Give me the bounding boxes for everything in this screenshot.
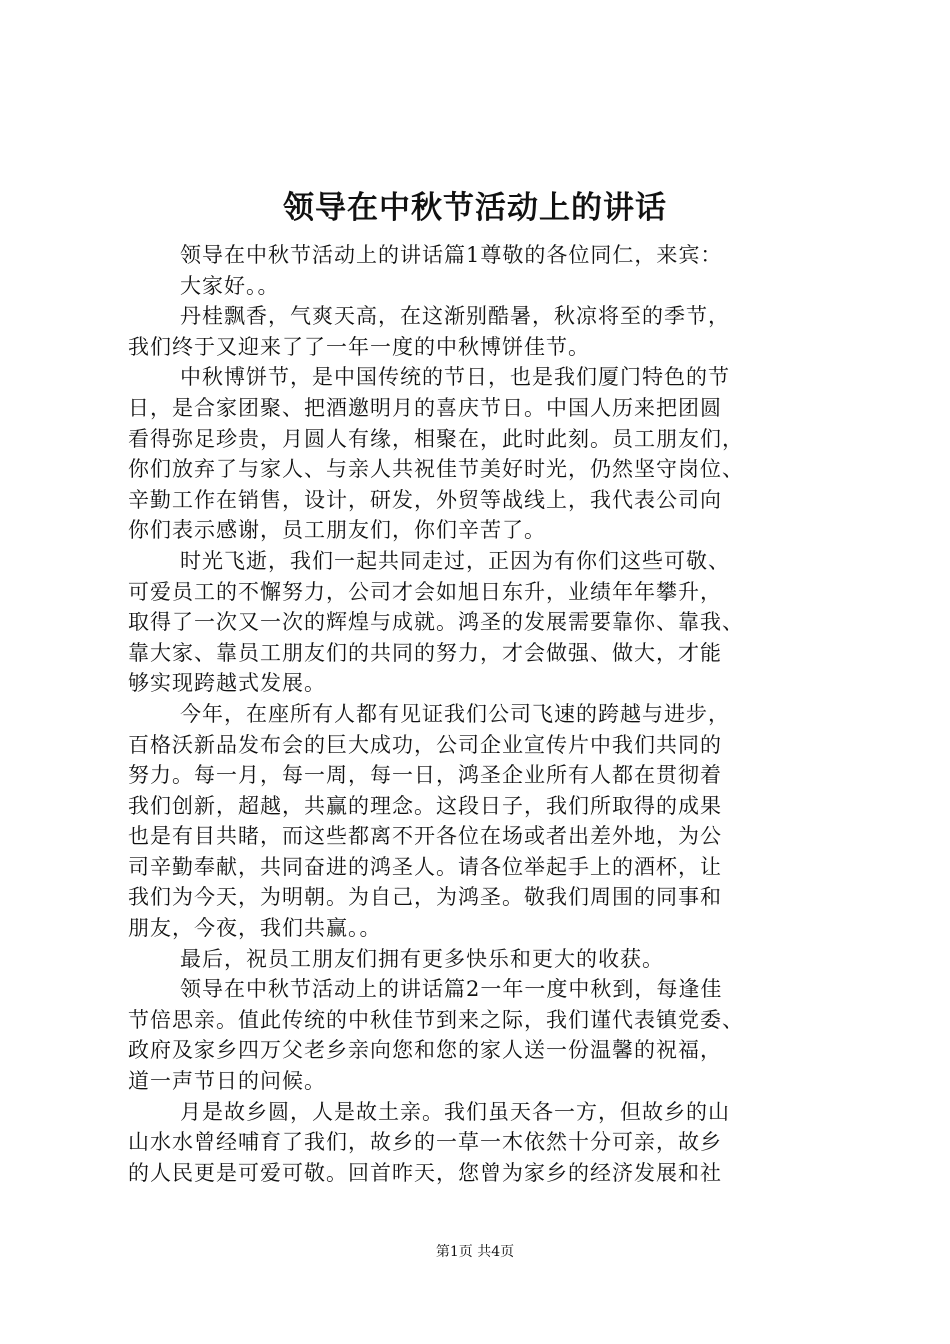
body-line: 我们为今天，为明朝。为自己，为鸿圣。敬我们周围的同事和 <box>128 885 722 910</box>
body-line: 取得了一次又一次的辉煌与成就。鸿圣的发展需要靠你、靠我、 <box>128 610 744 635</box>
body-line: 丹桂飘香，气爽天高，在这渐别酷暑，秋凉将至的季节， <box>180 304 730 329</box>
body-line: 朋友，今夜，我们共赢。。 <box>128 916 382 941</box>
body-line: 山水水曾经哺育了我们，故乡的一草一木依然十分可亲，故乡 <box>128 1130 722 1155</box>
body-line: 日，是合家团聚、把酒邀明月的喜庆节日。中国人历来把团圆 <box>128 395 722 420</box>
body-line: 你们放弃了与家人、与亲人共祝佳节美好时光，仍然坚守岗位、 <box>128 457 744 482</box>
body-line: 我们创新，超越，共赢的理念。这段日子，我们所取得的成果 <box>128 793 722 818</box>
body-line: 可爱员工的不懈努力，公司才会如旭日东升，业绩年年攀升， <box>128 579 722 604</box>
body-line: 靠大家、靠员工朋友们的共同的努力，才会做强、做大，才能 <box>128 640 722 665</box>
body-line: 今年，在座所有人都有见证我们公司飞速的跨越与进步， <box>180 701 730 726</box>
body-line: 时光飞逝，我们一起共同走过，正因为有你们这些可敬、 <box>180 548 730 573</box>
body-line: 司辛勤奉献，共同奋进的鸿圣人。请各位举起手上的酒杯，让 <box>128 854 722 879</box>
page-footer: 第1页 共4页 <box>435 1244 515 1260</box>
body-line: 政府及家乡四万父老乡亲向您和您的家人送一份温馨的祝福， <box>128 1038 722 1063</box>
body-line: 我们终于又迎来了了一年一度的中秋博饼佳节。 <box>128 334 590 359</box>
body-line: 大家好。。 <box>180 273 280 298</box>
body-line: 领导在中秋节活动上的讲话篇2一年一度中秋到，每逢佳 <box>180 977 723 1002</box>
body-line: 百格沃新品发布会的巨大成功，公司企业宣传片中我们共同的 <box>128 732 722 757</box>
body-line: 节倍思亲。值此传统的中秋佳节到来之际，我们谨代表镇党委、 <box>128 1007 744 1032</box>
body-line: 努力。每一月，每一周，每一日，鸿圣企业所有人都在贯彻着 <box>128 763 722 788</box>
body-line: 月是故乡圆，人是故土亲。我们虽天各一方，但故乡的山 <box>180 1099 730 1124</box>
body-line: 也是有目共睹，而这些都离不开各位在场或者出差外地，为公 <box>128 824 722 849</box>
body-line: 够实现跨越式发展。 <box>128 671 326 696</box>
body-line: 辛勤工作在销售，设计，研发，外贸等战线上，我代表公司向 <box>128 487 722 512</box>
body-line: 看得弥足珍贵，月圆人有缘，相聚在，此时此刻。员工朋友们， <box>128 426 744 451</box>
body-line: 你们表示感谢，员工朋友们，你们辛苦了。 <box>128 518 546 543</box>
document-body <box>128 240 838 1188</box>
body-line: 领导在中秋节活动上的讲话篇1尊敬的各位同仁，来宾： <box>180 243 723 267</box>
body-line: 的人民更是可爱可敬。回首昨天，您曾为家乡的经济发展和社 <box>128 1160 722 1185</box>
body-line: 道一声节日的问候。 <box>128 1069 326 1094</box>
body-line: 中秋博饼节，是中国传统的节日，也是我们厦门特色的节 <box>180 365 730 390</box>
body-line: 最后，祝员工朋友们拥有更多快乐和更大的收获。 <box>180 946 664 971</box>
document-title: 领导在中秋节活动上的讲话 <box>283 190 667 226</box>
